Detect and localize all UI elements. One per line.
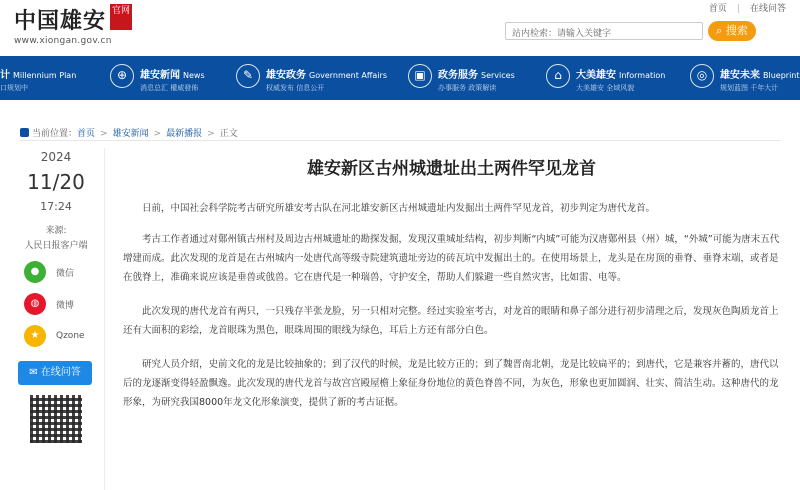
article-title: 雄安新区古州城遗址出土两件罕见龙首 [307,159,596,179]
article-paragraph: 研究人员介绍，史前文化的龙是比较抽象的；到了汉代的时候，龙是比较方正的；到了魏晋南北朝，龙是比较扁平的；到唐代，它是兼容并蓄的，唐代以后的龙逐渐变得轻盈飘逸。此次发现的唐代龙首与故宫宫殿屋檐上象征身份地位的黄色脊兽不同，为灰色，形象也更加圆润、壮实、简洁生动。这种唐代的龙形象，为研究我国8000年龙文化形象演变，提供了新的考古证据。 [123,359,779,408]
consult-button-label: 在线问答 [40,367,81,378]
search-icon: ⌕ [716,24,723,37]
share-wechat[interactable] [24,261,94,283]
breadcrumb-home[interactable]: 首页 [77,129,96,139]
nav-item-sub: 办事服务 政策解读 [438,84,497,92]
nav-item-en: Blueprint [763,71,800,80]
nav-item-en: News [183,71,205,80]
share-weibo[interactable] [24,293,94,315]
news-icon: ⊕ [110,64,134,88]
source-name: 人民日报客户端 [24,241,88,251]
article-meta-sidebar [18,150,94,443]
share-label: Qzone [56,331,85,341]
search-input[interactable]: 站内检索：请输入关键字 [505,22,703,40]
share-qzone[interactable] [24,325,94,347]
sidebar-divider [104,148,105,490]
nav-item-sub: 大美雄安 全域风貌 [576,84,635,92]
nav-item-en: Millennium Plan [13,71,77,80]
nav-item-title: 政务服务 [438,70,478,81]
nav-item-title: 雄安新闻 [140,70,180,81]
article-paragraph: 此次发现的唐代龙首有两只，一只残存半张龙脸，另一只相对完整。经过实验室考古，对龙首的眼睛和鼻子部分进行初步清理之后，发现灰色陶质龙首上还有大面积的彩绘，龙首眼珠为黑色，眼珠周围的眼线为绿色，耳后上方还有部分白色。 [123,306,779,336]
breadcrumb-divider [20,140,780,141]
nav-item-title: 雄安未来 [720,70,760,81]
consult-button[interactable] [18,361,92,385]
nav-item-en: Services [481,71,515,80]
top-link-home[interactable]: 首页 [708,4,727,14]
share-label: 微信 [56,268,75,279]
breadcrumb-label: 当前位置： [32,129,78,139]
services-icon: ▣ [408,64,432,88]
breadcrumb-news[interactable]: 雄安新闻 [112,129,149,139]
article-body [123,150,780,412]
article-paragraph: 日前，中国社会科学院考古研究所雄安考古队在河北雄安新区古州城遗址内发掘出土两件罕见龙首，初步判定为唐代龙首。 [142,203,656,214]
top-link-consult[interactable]: 在线问答 [749,4,786,14]
nav-item-title: 大美雄安 [576,70,616,81]
wechat-icon: ● [24,261,46,283]
top-link-separator: | [736,4,740,14]
home-icon [20,128,29,137]
nav-item-title: 计 [0,70,10,81]
logo-text: 中国雄安 [14,8,107,34]
search-button-label: 搜索 [725,24,748,37]
logo-seal: 官网 [110,4,132,30]
info-icon: ⌂ [546,64,570,88]
nav-item-sub: 规划蓝图 千年大计 [720,84,779,92]
nav-item-sub: 口规划中 [0,84,28,92]
logo-url: www.xiongan.gov.cn [14,36,112,46]
blueprint-icon: ◎ [690,64,714,88]
article-paragraph: 考古工作者通过对鄚州镇古州村及周边古州城遗址的勘探发掘，发现汉重城址结构，初步判断“内城”可能为汉唐鄚州县（州）城，“外城”可能为唐末五代增建而成。此次发现的龙首是在古州城内一处唐代高等级寺院建筑遗址旁边的砖瓦坑中发掘出土的。在使用场景上，龙头是在房顶的垂脊、垂脊末端，或者是在戗脊上，准确来说应该是垂兽或戗兽。它在唐代是一种瑞兽，守护安全，帮助人们躲避一些自然灾害，比如雷、电等。 [123,234,780,283]
top-links [699,1,786,14]
breadcrumb-latest[interactable]: 最新播报 [166,129,203,139]
share-label: 微博 [56,300,75,311]
main-nav [0,56,800,100]
source-label: 来源: [45,226,67,236]
site-logo[interactable] [14,4,132,46]
breadcrumb [20,126,238,139]
qzone-icon: ★ [24,325,46,347]
chevron-right-icon: > [207,129,215,139]
breadcrumb-current: 正文 [219,129,238,139]
publish-year: 2024 [40,150,72,164]
search-button[interactable] [708,21,756,41]
nav-item-en: Information [619,71,666,80]
nav-item-en: Government Affairs [309,71,387,80]
publish-time: 17:24 [40,200,72,213]
chevron-right-icon: > [153,129,162,139]
site-header [0,0,800,56]
nav-item-sub: 权威发布 信息公开 [266,84,325,92]
chat-icon: ✉ [29,367,38,378]
nav-item-title: 雄安政务 [266,70,306,81]
chevron-right-icon: > [100,129,108,139]
gov-icon: ✎ [236,64,260,88]
nav-item-sub: 消息总汇 權威發佈 [140,84,199,92]
weibo-icon: ◍ [24,293,46,315]
qr-code [30,395,82,443]
publish-date: 11/20 [27,170,85,194]
